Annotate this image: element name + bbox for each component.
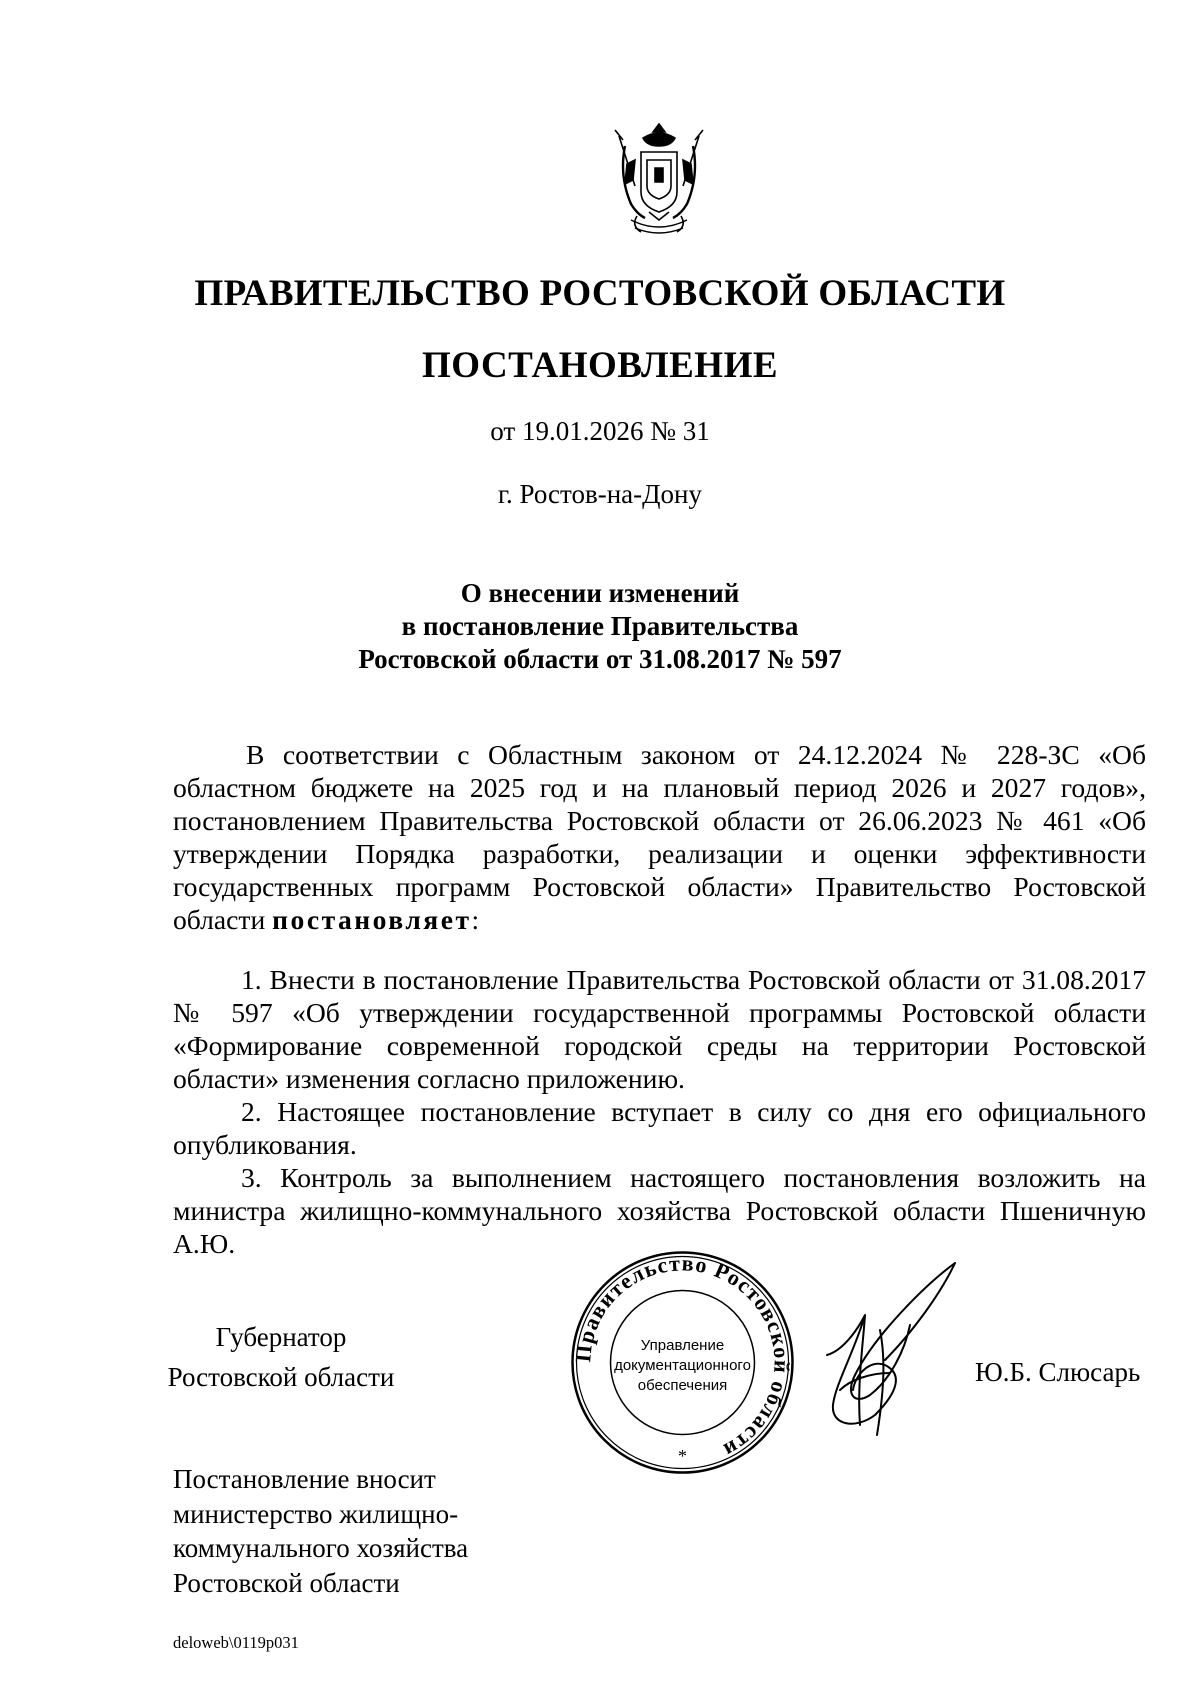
stamp-inner-line-1: Управление — [640, 1337, 725, 1354]
preamble — [173, 738, 1146, 936]
decree-item-3: 3. Контроль за выполнением настоящего постановления возложить на министра жилищно-коммунального хозяйства Ростовской области Пшеничную А.Ю. — [173, 1162, 1146, 1259]
preamble-colon: : — [471, 904, 480, 935]
preamble-text: В соответствии с Областным законом от 24.12.2024 № 228-ЗС «Об областном бюджете на 2025 год и на плановый период 2026 и 2027 годов», постановлением Правительства Ростовской области от 26.06.2023 № 461 «Об утверждении Порядка разработки, реализации и оценки эффективности государственных программ Ростовской области» Правительство Ростовской области — [173, 739, 1146, 935]
prepared-by-line-2: министерство жилищно- — [173, 1498, 459, 1529]
subject-title — [0, 577, 1200, 676]
subject-line-1: О внесении изменений — [460, 578, 740, 608]
prepared-by-line-4: Ростовской области — [173, 1567, 400, 1598]
decree-item-2: 2. Настоящее постановление вступает в силу со дня его официального опубликования. — [173, 1096, 1146, 1160]
stamp-star: * — [678, 1446, 687, 1466]
subject-line-2: в постановление Правительства — [401, 611, 799, 641]
decree-item-1: 1. Внести в постановление Правительства Ростовской области от 31.08.2017 № 597 «Об утверждении государственной программы Ростовской области «Формирование современной городской среды на территории Ростовской области» изменения согласно приложению. — [173, 964, 1146, 1094]
signer-name: Ю.Б. Слюсарь — [975, 1357, 1141, 1387]
preamble-paragraph — [173, 738, 1146, 936]
official-stamp — [570, 1250, 795, 1475]
preamble-emphasis: постановляет — [272, 904, 472, 935]
stamp-inner-line-2: документационного — [614, 1357, 751, 1374]
signer-title — [151, 1317, 411, 1397]
prepared-by-line-1: Постановление вносит — [173, 1464, 436, 1494]
handwritten-signature — [815, 1255, 965, 1440]
document-code: deloweb\0119p031 — [173, 1633, 299, 1652]
date-number: от 19.01.2026 № 31 — [490, 416, 710, 446]
decree-items — [173, 963, 1146, 1260]
government-title: ПРАВИТЕЛЬСТВО РОСТОВСКОЙ ОБЛАСТИ — [194, 273, 1006, 314]
stamp-outer-text: Правительство Ростовской области — [570, 1250, 795, 1464]
prepared-by — [173, 1462, 468, 1600]
city: г. Ростов-на-Дону — [497, 479, 702, 509]
subject-line-3: Ростовской области от 31.08.2017 № 597 — [358, 644, 842, 674]
signer-title-line-2: Ростовской области — [167, 1362, 395, 1392]
prepared-by-line-3: коммунального хозяйства — [173, 1533, 469, 1563]
signer-title-line-1: Губернатор — [215, 1322, 347, 1352]
stamp-inner-line-3: обеспечения — [637, 1377, 728, 1394]
document-type: ПОСТАНОВЛЕНИЕ — [421, 345, 779, 386]
coat-of-arms-icon — [605, 116, 713, 244]
